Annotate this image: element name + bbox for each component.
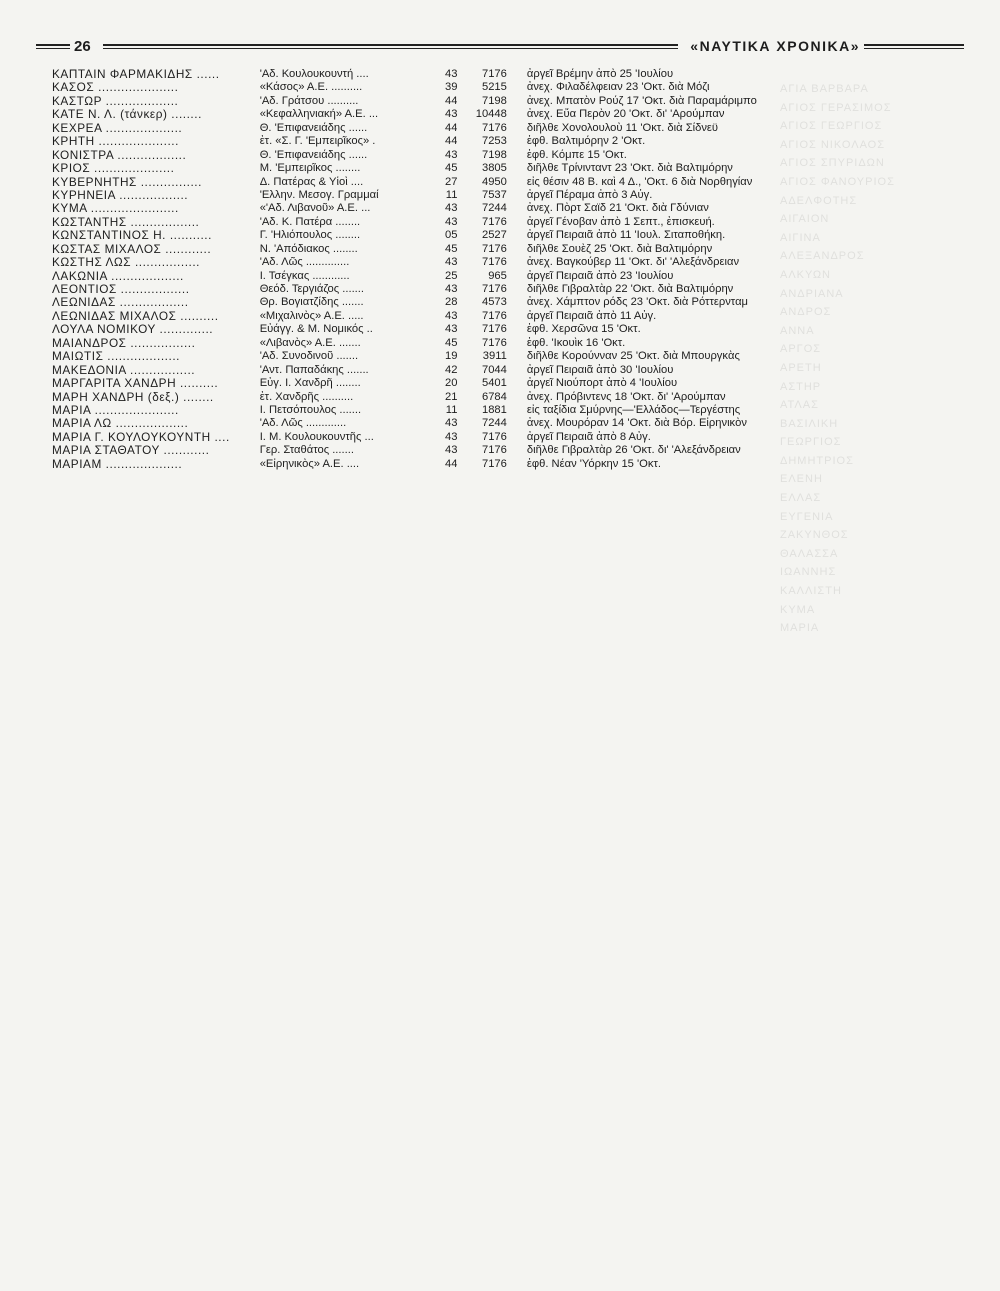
- ship-code: 44: [444, 457, 458, 470]
- ship-position: ἀνεχ. Πρόβιντενς 18 'Οκτ. δι' 'Αρούμπαν: [526, 390, 726, 403]
- ship-code: 45: [444, 162, 458, 175]
- ship-tonnage: 6784: [481, 390, 507, 403]
- ship-name: ΚΡΙΟΣ .....................: [52, 162, 175, 176]
- ship-name: ΛΕΩΝΙΔΑΣ ΜΙΧΑΛΟΣ ..........: [52, 309, 219, 323]
- header-rule-middle: [103, 44, 679, 49]
- ship-code: 43: [444, 309, 458, 322]
- table-row: [52, 350, 952, 363]
- ship-tonnage: 7244: [481, 417, 507, 430]
- ship-name: ΜΑΡΙΑΜ ....................: [52, 457, 183, 471]
- ship-name: ΚΑΣΟΣ .....................: [52, 81, 179, 95]
- ship-tonnage: 5215: [481, 81, 507, 94]
- ship-code: 11: [445, 403, 458, 416]
- ship-position: ἀργεῖ Νιούπορτ ἀπὸ 4 'Ιουλίου: [526, 377, 678, 390]
- ship-tonnage: 7537: [481, 188, 507, 201]
- ship-owner: Δ. Πατέρας & Υἱοὶ ....: [259, 175, 364, 188]
- ship-name: ΚΩΣΤΑΣ ΜΙΧΑΛΟΣ ............: [52, 242, 212, 256]
- ship-name: ΛΑΚΩΝΙΑ ...................: [52, 269, 184, 283]
- ship-position: ἐφθ. Βαλτιμόρην 2 'Οκτ.: [526, 135, 646, 148]
- ship-code: 45: [444, 242, 458, 255]
- ship-position: ἐφθ. 'Ικουὶκ 16 'Οκτ.: [526, 336, 626, 349]
- table-row: [52, 377, 952, 390]
- ship-code: 43: [444, 215, 458, 228]
- ship-tonnage: 7198: [481, 94, 507, 107]
- ship-tonnage: 7044: [481, 363, 507, 376]
- ship-tonnage: 7176: [481, 215, 507, 228]
- ship-position: ἐφθ. Χερσῶνα 15 'Οκτ.: [526, 323, 641, 336]
- ship-owner: Θεόδ. Τεργιάζος .......: [259, 283, 365, 295]
- bleed-through-text: ΑΓΙΑ ΒΑΡΒΑΡΑ ΑΓΙΟΣ ΓΕΡΑΣΙΜΟΣ ΑΓΙΟΣ ΓΕΩΡΓΙΟΣ ΑΓΙΟΣ ΝΙΚΟΛΑΟΣ ΑΓΙΟΣ ΣΠΥΡΙΔΩΝ ΑΓΙΟΣ ΦΑΝΟΥΡΙΟΣ ΑΔΕΛΦΟΤΗΣ ΑΙΓΑΙΟΝ ΑΙΓΙΝΑ ΑΛΕΞΑΝΔΡΟΣ ΑΛΚΥΩΝ ΑΝΔΡΙΑΝΑ ΑΝΔΡΟΣ ΑΝΝΑ ΑΡΓΟΣ ΑΡΕΤΗ ΑΣΤΗΡ ΑΤΛΑΣ ΒΑΣΙΛΙΚΗ ΓΕΩΡΓΙΟΣ ΔΗΜΗΤΡΙΟΣ ΕΛΕΝΗ ΕΛΛΑΣ ΕΥΓΕΝΙΑ ΖΑΚΥΝΘΟΣ ΘΑΛΑΣΣΑ ΙΩΑΝΝΗΣ ΚΑΛΛΙΣΤΗ ΚΥΜΑ ΜΑΡΙΑ: [780, 83, 895, 635]
- ship-owner: 'Ελλην. Μεσογ. Γραμμαί: [259, 188, 379, 201]
- table-row: [52, 296, 952, 309]
- ship-position: ἀργεῖ Πειραιᾶ ἀπὸ 8 Αὐγ.: [526, 430, 651, 443]
- ship-position: ἀργεῖ Πειραιᾶ ἀπὸ 23 'Ιουλίου: [526, 269, 674, 282]
- ship-tonnage: 4573: [481, 296, 507, 309]
- ship-owner: ἐτ. Χανδρῆς ..........: [259, 390, 354, 403]
- ship-code: 28: [444, 296, 458, 309]
- ship-tonnage: 965: [488, 269, 507, 282]
- ship-tonnage: 7244: [481, 202, 507, 215]
- ship-owner: «Κεφαλληνιακή» Α.Ε. ...: [259, 108, 379, 121]
- ship-position: διῆλθε Κορούνναν 25 'Οκτ. διὰ Μπουργκὰς: [526, 350, 740, 363]
- ship-code: 43: [444, 444, 458, 457]
- ship-tonnage: 7198: [481, 148, 507, 161]
- ship-position: ἀνεχ. Χάμπτον ρόδς 23 'Οκτ. διὰ Ρόττερνταμ: [526, 296, 748, 309]
- ship-code: 43: [444, 430, 458, 443]
- ship-name: ΜΑΡΙΑ ......................: [52, 403, 179, 417]
- table-row: [52, 256, 952, 269]
- ship-name: ΜΑΡΗ ΧΑΝΔΡΗ (δεξ.) ........: [52, 390, 214, 404]
- table-row: [52, 458, 952, 471]
- ship-position: εἰς ταξίδια Σμύρνης—'Ελλάδος—Τεργέστης: [526, 403, 741, 416]
- ship-owner: Γ. 'Ηλιόπουλος ........: [259, 229, 361, 242]
- ship-tonnage: 3911: [482, 350, 507, 363]
- ship-tonnage: 5401: [481, 377, 507, 390]
- table-row: [52, 404, 952, 417]
- ship-code: 43: [444, 256, 458, 269]
- ship-owner: 'Αδ. Λῶς .............: [259, 417, 347, 430]
- ship-position: ἀργεῖ Πειραιᾶ ἀπὸ 11 'Ιουλ. Σιταποθήκη.: [526, 229, 726, 242]
- ship-name: ΜΑΡΙΑ Γ. ΚΟΥΛΟΥΚΟΥΝΤΗ ....: [52, 430, 230, 444]
- table-row: [52, 323, 952, 336]
- ship-code: 25: [444, 269, 458, 282]
- ship-owner: Εὐάγγ. & Μ. Νομικός ..: [259, 323, 373, 336]
- ship-position: ἀργεῖ Γένοβαν ἀπὸ 1 Σεπτ., ἐπισκευή.: [526, 215, 715, 228]
- page-header: [36, 34, 964, 58]
- ship-tonnage: 7176: [481, 309, 507, 322]
- ship-tonnage: 7176: [481, 256, 507, 269]
- ship-owner: Ι. Τσέγκας ............: [259, 269, 350, 282]
- table-row: [52, 310, 952, 323]
- table-row: [52, 431, 952, 444]
- ship-tonnage: 7176: [481, 430, 507, 443]
- ship-name: ΜΑΙΑΝΔΡΟΣ .................: [52, 336, 196, 350]
- ship-code: 43: [444, 323, 458, 336]
- ship-position: ἀργεῖ Πειραιᾶ ἀπὸ 30 'Ιουλίου: [526, 363, 674, 376]
- ship-name: ΚΩΣΤΗΣ ΛΩΣ .................: [52, 256, 201, 270]
- ship-position: ἀνεχ. Μουρόραν 14 'Οκτ. διὰ Βόρ. Εἰρηνικὸν: [526, 417, 747, 430]
- ship-position: ἐφθ. Κόμπε 15 'Οκτ.: [526, 148, 627, 161]
- page-title: «ΝΑΥΤΙΚΑ ΧΡΟΝΙΚΑ»: [690, 38, 860, 54]
- ship-code: 44: [444, 121, 458, 134]
- ship-name: ΚΥΡΗΝΕΙΑ ..................: [52, 188, 189, 202]
- table-row: [52, 176, 952, 189]
- header-rule-left: [36, 44, 70, 49]
- table-row: [52, 108, 952, 121]
- ship-position: διῆλθε Χονολουλοὺ 11 'Οκτ. διὰ Σίδνεϋ: [526, 121, 719, 134]
- table-row: [52, 135, 952, 148]
- ship-owner: Θ. 'Επιφανειάδης ......: [259, 148, 368, 161]
- ship-name: ΚΕΧΡΕΑ ....................: [52, 121, 183, 135]
- ship-owner: 'Αδ. Γράτσου ..........: [259, 94, 359, 107]
- ship-name: ΜΑΡΙΑ ΣΤΑΘΑΤΟΥ ............: [52, 444, 210, 458]
- ship-owner: Ν. 'Απόδιακος ........: [259, 242, 358, 255]
- table-row: [52, 202, 952, 215]
- table-row: [52, 270, 952, 283]
- ship-code: 27: [444, 175, 458, 188]
- ship-code: 43: [444, 283, 458, 295]
- ship-name: ΛΕΩΝΙΔΑΣ ..................: [52, 296, 189, 310]
- ship-owner: «Μιχαλινὸς» Α.Ε. .....: [259, 309, 364, 322]
- ship-owner: Θ. 'Επιφανειάδης ......: [259, 121, 368, 134]
- table-row: [52, 444, 952, 457]
- table-row: [52, 122, 952, 135]
- ship-position: ἀργεῖ Πειραιᾶ ἀπὸ 11 Αὐγ.: [526, 309, 657, 322]
- ship-code: 42: [444, 363, 458, 376]
- ship-tonnage: 2527: [481, 229, 507, 242]
- ship-owner: Θρ. Βογιατζίδης .......: [259, 296, 364, 309]
- ship-movements-table: [52, 68, 952, 471]
- ship-tonnage: 3805: [481, 162, 507, 175]
- table-row: [52, 337, 952, 350]
- ship-name: ΚΑΤΕ Ν. Λ. (τάνκερ) ........: [52, 108, 202, 122]
- ship-code: 21: [444, 390, 458, 403]
- ship-code: 19: [444, 350, 458, 363]
- ship-name: ΜΑΙΩΤΙΣ ...................: [52, 350, 180, 364]
- ship-owner: «Κάσος» Α.Ε. ..........: [259, 81, 363, 94]
- ship-position: ἀνεχ. Βαγκούβερ 11 'Οκτ. δι' 'Αλεξάνδρειαν: [526, 256, 740, 269]
- table-row: [52, 162, 952, 175]
- ship-code: 43: [444, 202, 458, 215]
- ship-name: ΚΑΠΤΑΙΝ ΦΑΡΜΑΚΙΔΗΣ ......: [52, 68, 220, 81]
- ship-tonnage: 7176: [481, 444, 507, 457]
- ship-name: ΛΕΟΝΤΙΟΣ ..................: [52, 283, 190, 296]
- ship-tonnage: 7176: [481, 336, 507, 349]
- ship-owner: 'Αδ. Κ. Πατέρα ........: [259, 215, 361, 228]
- ship-position: εἰς θέσιν 48 Β. καὶ 4 Δ., 'Οκτ. 6 διὰ Νορθηγίαν: [526, 175, 753, 188]
- ship-position: διῆλθε Γιβραλτὰρ 22 'Οκτ. διὰ Βαλτιμόρην: [526, 283, 734, 295]
- ship-owner: Γερ. Σταθάτος .......: [259, 444, 354, 457]
- ship-tonnage: 7176: [481, 242, 507, 255]
- ship-name: ΚΥΜΑ .......................: [52, 202, 179, 216]
- table-row: [52, 243, 952, 256]
- ship-name: ΜΑΚΕΔΟΝΙΑ .................: [52, 363, 196, 377]
- ship-owner: Ι. Πετσόπουλος .......: [259, 403, 362, 416]
- table-row: [52, 68, 952, 81]
- ship-owner: Εὐγ. Ι. Χανδρῆ ........: [259, 377, 361, 390]
- ship-position: διῆλθε Τρίνινταντ 23 'Οκτ. διὰ Βαλτιμόρην: [526, 162, 733, 175]
- ship-code: 45: [444, 336, 458, 349]
- table-row: [52, 364, 952, 377]
- ship-tonnage: 7176: [481, 68, 507, 80]
- ship-position: ἀργεῖ Βρέμην ἀπὸ 25 'Ιουλίου: [526, 68, 674, 80]
- table-row: [52, 149, 952, 162]
- ship-name: ΚΑΣΤΩΡ ...................: [52, 94, 179, 108]
- ship-tonnage: 7176: [481, 283, 507, 295]
- ship-position: ἀργεῖ Πέραμα ἀπὸ 3 Αὐγ.: [526, 188, 653, 201]
- ship-position: ἀνεχ. Φιλαδέλφειαν 23 'Οκτ. διὰ Μόζι: [526, 81, 710, 94]
- ship-code: 44: [444, 94, 458, 107]
- ship-name: ΛΟΥΛΑ ΝΟΜΙΚΟΥ ..............: [52, 323, 214, 337]
- ship-tonnage: 7176: [481, 457, 507, 470]
- ship-tonnage: 7176: [481, 121, 507, 134]
- ship-owner: 'Αντ. Παπαδάκης .......: [259, 363, 369, 376]
- ship-owner: «Εἰρηνικὸς» Α.Ε. ....: [259, 457, 360, 470]
- table-row: [52, 229, 952, 242]
- ship-owner: 'Αδ. Κουλουκουντή ....: [259, 68, 369, 80]
- ship-tonnage: 10448: [475, 108, 507, 121]
- ship-code: 43: [444, 68, 458, 80]
- ship-position: ἐφθ. Νέαν 'Υόρκην 15 'Οκτ.: [526, 457, 661, 470]
- ship-position: ἀνεχ. Πὸρτ Σαϊδ 21 'Οκτ. διὰ Γδύνιαν: [526, 202, 709, 215]
- ship-name: ΚΟΝΙΣΤΡΑ ..................: [52, 148, 187, 162]
- ship-owner: «'Αδ. Λιβανοῦ» Α.Ε. ...: [259, 202, 371, 215]
- ship-name: ΚΩΣΤΑΝΤΗΣ ..................: [52, 215, 200, 229]
- ship-code: 39: [444, 81, 458, 94]
- ship-tonnage: 1881: [481, 403, 507, 416]
- ship-code: 11: [445, 188, 458, 201]
- ship-tonnage: 7253: [481, 135, 507, 148]
- ship-owner: «Λιβανὸς» Α.Ε. .......: [259, 336, 361, 349]
- ship-position: ἀνεχ. Μπατὸν Ρούζ 17 'Οκτ. διὰ Παραμάριμπο: [526, 94, 757, 107]
- ship-owner: 'Αδ. Συνοδινοῦ .......: [259, 350, 359, 363]
- table-row: [52, 391, 952, 404]
- ship-code: 43: [444, 148, 458, 161]
- ship-owner: Ι. Μ. Κουλουκουντῆς ...: [259, 430, 374, 443]
- table-row: [52, 417, 952, 430]
- ship-tonnage: 7176: [481, 323, 507, 336]
- ship-code: 05: [444, 229, 458, 242]
- header-rule-right: [864, 44, 964, 49]
- ship-code: 43: [444, 108, 458, 121]
- ship-owner: 'Αδ. Λῶς ..............: [259, 256, 350, 269]
- ship-name: ΜΑΡΓΑΡΙΤΑ ΧΑΝΔΡΗ ..........: [52, 377, 219, 391]
- table-row: [52, 189, 952, 202]
- table-row: [52, 81, 952, 94]
- ship-position: διῆλθε Σουὲζ 25 'Οκτ. διὰ Βαλτιμόρην: [526, 242, 713, 255]
- ship-name: ΚΡΗΤΗ .....................: [52, 135, 179, 149]
- ship-owner: Μ. 'Εμπειρῖκος ........: [259, 162, 361, 175]
- page-number: 26: [74, 37, 91, 55]
- ship-name: ΚΩΝΣΤΑΝΤΙΝΟΣ Η. ...........: [52, 229, 212, 243]
- ship-position: διῆλθε Γιβραλτὰρ 26 'Οκτ. δι' 'Αλεξάνδρειαν: [526, 444, 741, 457]
- ship-name: ΚΥΒΕΡΝΗΤΗΣ ................: [52, 175, 202, 189]
- table-row: [52, 95, 952, 108]
- ship-owner: ἐτ. «Σ. Γ. 'Εμπειρῖκος» .: [259, 135, 376, 148]
- ship-code: 43: [444, 417, 458, 430]
- ship-code: 20: [444, 377, 458, 390]
- table-row: [52, 283, 952, 296]
- table-row: [52, 216, 952, 229]
- ship-position: ἀνεχ. Εὔα Περὸν 20 'Οκτ. δι' 'Αρούμπαν: [526, 108, 725, 121]
- ship-code: 44: [444, 135, 458, 148]
- ship-tonnage: 4950: [481, 175, 507, 188]
- ship-name: ΜΑΡΙΑ ΛΩ ...................: [52, 417, 189, 431]
